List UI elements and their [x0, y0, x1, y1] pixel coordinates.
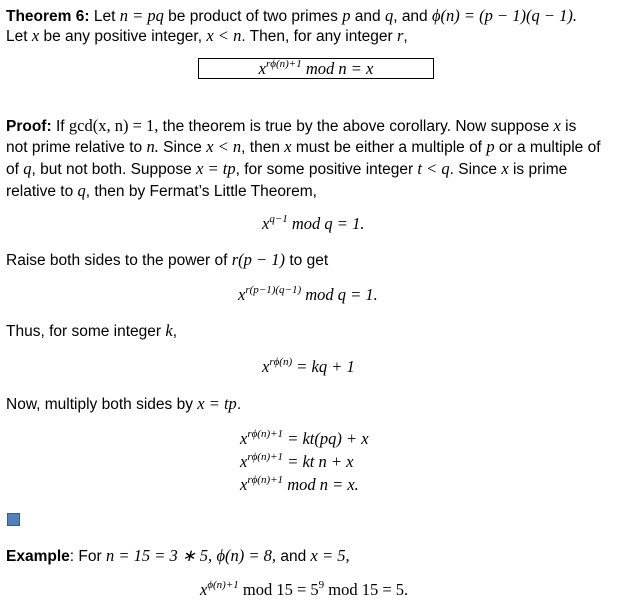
math: x: [501, 159, 509, 178]
math: gcd(x, n) = 1,: [68, 116, 159, 135]
math: x = tp: [196, 159, 236, 178]
math: x = tp: [197, 394, 237, 413]
boxed-equation-text: [259, 59, 374, 79]
exponent: q−1: [269, 213, 288, 225]
text: must be either a multiple of: [291, 139, 487, 156]
base: x: [240, 429, 248, 448]
base: x: [200, 580, 208, 599]
rest: mod 15 = 5.: [324, 580, 409, 599]
base: x: [240, 475, 248, 494]
base: x: [262, 214, 270, 233]
text: Since: [158, 139, 207, 156]
equation-kq: [262, 357, 355, 377]
proof-line-2: [6, 137, 601, 157]
text: is prime: [508, 161, 568, 178]
text: or a multiple of: [494, 139, 601, 156]
math: q: [23, 159, 32, 178]
multiply-line: [6, 394, 241, 414]
text: , for some positive integer: [235, 161, 418, 178]
rest: mod 15 = 5: [238, 580, 319, 599]
rest: = kt(pq) + x: [283, 429, 369, 448]
text: Let: [93, 8, 120, 25]
rest: = kt n + x: [283, 452, 354, 471]
proof-line-4: [6, 181, 317, 201]
math: q: [77, 181, 86, 200]
math: x: [31, 26, 40, 45]
text: be product of two primes: [163, 8, 343, 25]
thus-line: [6, 321, 177, 341]
theorem-label: Theorem 6:: [6, 8, 90, 25]
text: be any positive integer,: [39, 28, 207, 45]
math: q: [384, 6, 394, 25]
rest: mod q = 1.: [301, 285, 378, 304]
equation-multiplied-1: [240, 429, 369, 449]
text: Now, multiply both sides by: [6, 396, 198, 413]
math: ϕ(n) = (p − 1)(q − 1).: [431, 6, 578, 25]
math: x < n: [206, 26, 242, 45]
text: : For: [69, 548, 106, 565]
text: ,: [172, 323, 178, 340]
base: x: [262, 357, 270, 376]
text: of: [6, 161, 24, 178]
qed-square-icon: [7, 513, 20, 526]
text: , then by Fermat’s Little Theorem,: [85, 183, 317, 200]
math: r: [397, 26, 404, 45]
text: ,: [403, 28, 408, 45]
text: and: [350, 8, 385, 25]
text: relative to: [6, 183, 78, 200]
rest: = kq + 1: [292, 357, 355, 376]
math: p: [342, 6, 351, 25]
base: x: [258, 58, 266, 78]
math: r(p − 1): [231, 250, 286, 269]
equation-fermat: [262, 214, 364, 234]
equation-multiplied-2: [240, 452, 353, 472]
example-line: [6, 546, 350, 566]
math: p: [486, 137, 495, 156]
math: x < n: [206, 137, 242, 156]
exponent: rϕ(n)+1: [247, 428, 284, 440]
exponent: r(p−1)(q−1): [245, 284, 302, 296]
text: . Then, for any integer: [241, 28, 397, 45]
theorem-boxed-equation: [198, 58, 434, 79]
text: If: [55, 118, 69, 135]
rest: mod n = x: [301, 58, 374, 78]
math: n = pq: [119, 6, 164, 25]
text: .: [236, 396, 242, 413]
math-part: n = 15 = 3 ∗ 5,: [105, 546, 213, 565]
math: [106, 546, 212, 565]
text: Let: [6, 28, 32, 45]
text: the theorem is true by the above corollary. Now suppose: [158, 118, 554, 135]
base: x: [238, 285, 246, 304]
example-label: Example: [6, 548, 70, 565]
math: ϕ(n) = 8,: [216, 546, 277, 565]
raise-line: [6, 250, 328, 270]
base: x: [240, 452, 248, 471]
text: , but not both. Suppose: [31, 161, 197, 178]
equation-multiplied-3: [240, 475, 359, 495]
theorem-line-1: [6, 6, 577, 26]
text: not prime relative to: [6, 139, 147, 156]
equation-raised: [238, 285, 378, 305]
math: k: [165, 321, 173, 340]
exponent: rϕ(n)+1: [247, 451, 284, 463]
proof-line-3: [6, 159, 567, 179]
rest: mod n = x.: [283, 475, 359, 494]
exponent: ϕ(n)+1: [207, 579, 239, 591]
math: n.: [146, 137, 159, 156]
exponent: rϕ(n)+1: [247, 474, 284, 486]
exponent: rϕ(n)+1: [265, 57, 302, 70]
theorem-line-2: [6, 26, 408, 46]
rest: mod q = 1.: [287, 214, 365, 233]
math: x: [284, 137, 292, 156]
text: to get: [285, 252, 329, 269]
text: and: [276, 548, 311, 565]
example-equation: [200, 580, 408, 600]
text: , then: [241, 139, 285, 156]
text: Raise both sides to the power of: [6, 252, 232, 269]
exponent: rϕ(n): [269, 356, 293, 368]
proof-label: Proof:: [6, 118, 52, 135]
proof-line-1: [6, 116, 576, 136]
math: t < q: [417, 159, 450, 178]
text: , and: [393, 8, 432, 25]
math: x = 5,: [310, 546, 350, 565]
math: x: [553, 116, 561, 135]
text: is: [560, 118, 577, 135]
exponent: 9: [318, 579, 325, 591]
text: Thus, for some integer: [6, 323, 166, 340]
text: . Since: [449, 161, 502, 178]
